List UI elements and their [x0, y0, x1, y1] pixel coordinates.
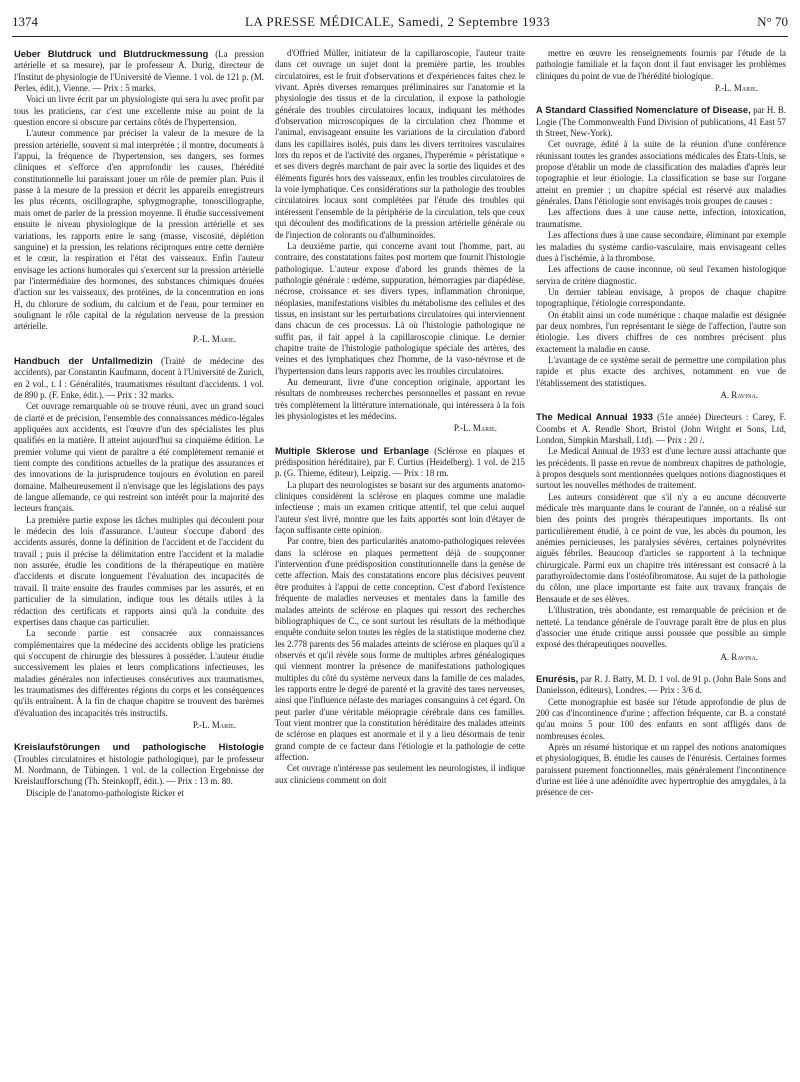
review-paragraph: Cet ouvrage n'intéresse pas seulement les neurologistes, il indique aux cliniciens comment on doit — [275, 763, 525, 785]
book-review — [14, 48, 264, 345]
review-signature: A. Ravina. — [720, 651, 758, 662]
review-paragraph: La première partie expose les tâches multiples qui découlent pour le médecin des lois d'assurance. L'auteur s'occupe d'abord des accidents assurés, donne la définition de l'accident et de l'accident du travail ; puis il précise la délimitation entre l'accident et la maladie non assurée, étudie les conditions de la thérapeutique en matière d'accidents et discute longuement l'évaluation des incapacités de travail. Il traite ensuite des fraudes commises par les assurés, et en particulier de la simulation, indique tous les détails utiles à la rédaction des certificats et rapports ainsi qu'à la conduite des expertises dans chaque cas particulier. — [14, 514, 264, 627]
review-paragraph: Disciple de l'anatomo-pathologiste Ricker et — [26, 787, 184, 798]
review-heading — [536, 104, 786, 139]
column-2 — [275, 48, 525, 1074]
book-review — [275, 48, 525, 435]
review-paragraph: Les affections dues à une cause nette, infection, intoxication, traumatisme. — [536, 207, 786, 229]
review-title: Kreislaufstörungen und pathologische Histologie — [14, 741, 264, 753]
review-paragraph: Après un résumé historique et un rappel des notions anatomiques et physiologiques, B. étudie les causes de l'énurésis. Certaines formes paraissent purement fonctionnelles, mais généralement l'incontinence d'urine est liée à une adénoïdite avec hypertrophie des amygdales, à la présence de cer- — [536, 741, 786, 798]
review-paragraph: On établit ainsi un code numérique : chaque maladie est désignée par deux nombres, l'un représentant le siège de l'affection, l'autre son étiologie. Les divers chiffres de ces nombres précisent plus exactement la maladie en cause. — [536, 309, 786, 354]
column-3 — [536, 48, 786, 1074]
review-heading — [275, 445, 525, 480]
review-bibliographic-info: par R. J. Batty, M. D. 1 vol. de 91 p. (John Bale Sons and Danielsson, éditeurs), Londres. — Prix : 3/6 d. — [536, 673, 786, 696]
review-paragraph: Les affections de cause inconnue, où seul l'examen histologique servira de critère diagnostic. — [536, 264, 786, 286]
review-paragraph: Les affections dues à une cause secondaire, éliminant par exemple les maladies du système cardio-vasculaire, mais envisageant celles dues à l'ischémie, à la thrombose. — [536, 230, 786, 263]
review-paragraph: L'auteur commence par préciser la valeur de la mesure de la pression artérielle, souvent si mal interprétée ; il montre, documents à l'appui, la fréquence de l'hypertension, ses dangers, ses formes cliniques et s'efforce d'en approfondir les causes, l'hérédité constitutionnelle lui paraissant jouer un rôle de premier plan. Puis il passe à la mesure de la pression et décrit les appareils enregistreurs les plus récents, oscillographe, sphygmographe, tonoscillographe, mais omet de parler de la pression moyenne. Il étudie successivement ensuite le niveau physiologique de la pression artérielle et ses variations, les rapports entre le sang (masse, viscosité, déplétion sanguine) et la pression, les relations réciproques entre cette dernière et le cœur, la respiration et l'état des vaisseaux. Enfin l'auteur envisage les actions humorales qui s'exercent sur la pression artérielle par l'intermédiaire des hormones, des substances chimiques douées d'action sur les vaisseaux, des protéines, de la concentration en ions H, du chlorure de sodium, du calcium et de l'eau, pour terminer en soulignant le rôle capital de la régulation nerveuse de la pression artérielle. — [14, 128, 264, 332]
review-title: Enurésis, — [536, 672, 579, 684]
review-heading — [14, 355, 264, 401]
book-review — [536, 104, 786, 401]
review-bibliographic-info: (Traité de médecine des accidents), par Constantin Kaufmann, docent à l'Université de Zurich, en 2 vol., t. I : Généralités, traumatismes résultant d'accidents. 1 vol. de 890 p. (F. Enke, édit.). — Prix : 32 marks. — [14, 355, 264, 400]
review-paragraph: Cette monographie est basée sur l'étude approfondie de plus de 200 cas d'incontinence d'urine ; affection fréquente, car B. a constaté qu'au moins 5 pour 100 des enfants en sont affligés dans de nombreuses écoles. — [536, 696, 786, 741]
column-1 — [14, 48, 264, 1074]
book-review — [14, 355, 264, 731]
review-bibliographic-info: (Troubles circulatoires et histologie pathologique), par le professeur M. Nordmann, de Tübingen. 1 vol. de la collection Ergebnisse der Kreislaufforschung (Th. Steinkopff, édit.). — Prix : 13 m. 80. — [14, 753, 264, 787]
review-bibliographic-info: (51e année) Directeurs : Carey, F. Coombs et A. Rendle Short, Bristol (John Wright et Sons, Ltd, London, Simpkin Marshall, Ltd). — Prix : 20 /. — [536, 412, 786, 445]
review-paragraph: L'avantage de ce système serait de permettre une compilation plus rapide et plus exacte des archives, notamment en vue de l'établissement des statistiques. — [536, 354, 786, 388]
review-paragraph: L'illustration, très abondante, est remarquable de précision et de netteté. La tendance générale de l'ouvrage paraît être de plus en plus d'associer une étude critique aussi poussée que possible au simple exposé des thérapeutiques nouvelles. — [536, 605, 786, 650]
review-bibliographic-info: (Sclérose en plaques et prédisposition héréditaire), par F. Curtius (Heidelberg). 1 vol. de 215 p. (G. Thieme, éditeur), Leipzig. — Prix : 18 rm. — [275, 445, 525, 479]
review-paragraph: mettre en œuvre les renseignements fournis par l'étude de la pathologie familiale et la façon dont il faut envisager les problèmes cliniques du point de vue de l'hérédité biologique. — [536, 48, 786, 81]
issue-number: N° 70 — [757, 14, 788, 29]
review-heading — [536, 411, 786, 446]
review-paragraph: Cet ouvrage, édité à la suite de la réunion d'une conférence réunissant toutes les grandes associations médicales des États-Unis, se propose d'établir un mode de classification des maladies d'après leur topographie et leur étiologie. La classification se base sur l'organe atteint en premier ; un chapitre spécial est réservé aux maladies générales. Dans l'étiologie sont envisagés trois groupes de causes : — [536, 139, 786, 207]
review-paragraph: Cet ouvrage remarquable où se trouve réuni, avec un grand souci de clarté et de précision, l'ensemble des connaissances médico-légales appliquées aux accidents, est l'œuvre d'un des spécialistes les plus qualifiés en la matière. Il atteint aujourd'hui sa cinquième édition. Le premier volume qui vient de paraître a été complètement remanié et tient compte des conditions actuelles de la pratique des assurances et des innovations de la jurisprudence toujours en évolution en pareil domaine. Malheureusement il n'envisage que les législations des pays de langue allemande, ce qui restreint son intérêt pour la majorité des lecteurs français. — [14, 401, 264, 514]
review-title: Ueber Blutdruck und Blutdruckmessung — [14, 48, 209, 59]
review-paragraph: La seconde partie est consacrée aux connaissances complémentaires que la médecine des accidents oblige les praticiens qui s'occupent de chirurgie des blessures à posséder. L'auteur étudie successivement les plaies et leurs complications infectieuses, les maladies générales non infectieuses consécutives aux traumatismes, les traumatismes des différentes régions du corps et les conséquences qu'ils entraînent. À la fin de chaque chapitre se trouvent des barèmes d'évaluation des incapacités très instructifs. — [14, 628, 264, 718]
article-columns — [14, 48, 786, 1074]
book-review — [536, 411, 786, 663]
review-heading — [536, 673, 786, 697]
review-paragraph: d'Offried Müller, initiateur de la capillaroscopie, l'auteur traite dans cet ouvrage un sujet dont la première partie, les troubles circulatoires, est le fruit d'observations et d'expériences faites chez le vivant. Après diverses remarques préliminaires sur l'anatomie et la physiologie des tissus et de la circulation, il expose la pathologie générale des troubles circulatoires locaux, indiquant les méthodes d'observation microscopiques de la circulation chez l'homme et l'animal, envisageant ensuite les variations de la circulation d'abord dans les capillaires isolés, puis dans les divers territoires vasculaires lors du repos et de l'activité des organes, l'hyperémie « péristatique » et ses divers degrés marchant de pair avec la sortie des liquides et des éléments figurés hors des vaisseaux, enfin les troubles circulatoires de la voie lymphatique. Ces considérations sur la pathologie des troubles circulatoires locaux sont complétées par l'étude des troubles qui intéressent l'ensemble de la périphérie de la circulation, tels que ceux qui découlent des modifications de la pression artérielle générale ou de l'injection de colorants ou d'albuminoïdes. — [275, 48, 525, 240]
review-signature: P.-L. Marie. — [192, 719, 236, 730]
review-heading — [14, 48, 264, 94]
review-paragraph: Par contre, bien des particularités anatomo-pathologiques relevées dans la sclérose en plaques permettent déjà de soupçonner l'intervention d'une prédisposition constitutionnelle dans la genèse de cette affection. Mais des constatations encore plus décisives peuvent être produites à l'appui de cette conception. C'est d'abord l'existence fréquente de maladies nerveuses et mentales dans la famille des malades atteints de sclérose en plaques qui ressort des recherches bibliographiques de C., ce sont surtout les résultats de la méthodique enquête conduite selon toutes les règles de la statistique moderne chez les 2.778 parents des 56 malades atteints de sclérose en plaques qu'il a observés et qu'il révèle sous forme de multiples arbres généalogiques qui viennent montrer la présence de manifestations pathologiques multiples du côté du système nerveux dans la famille de ces malades, les rapports entre le degré de parenté et la gravité des tares nerveuses, ainsi que l'influence néfaste des mariages consanguins à cet égard. On peut parler d'une véritable méiopragie cérébrale dans ces familles. Tout vient montrer que la constitution héréditaire des malades atteints de sclérose en plaques est anormale et il y a lieu désormais de tenir grand compte de ce facteur dans l'étiologie et la pathologie de cette affection. — [275, 536, 525, 762]
review-paragraph: Voici un livre écrit par un physiologiste qui sera lu avec profit par tous les praticiens, car c'est une excellente mise au point de la question encore si obscure par certains côtés de l'hypertension. — [14, 94, 264, 128]
review-signature: P.-L. Marie. — [453, 423, 497, 434]
review-signature: P.-L. Marie. — [714, 83, 758, 94]
book-review — [275, 445, 525, 786]
review-bibliographic-info: (La pression artérielle et sa mesure), par le professeur A. Durig, directeur de l'Institut de physiologie de l'Université de Vienne. 1 vol. de 121 p. (M. Perles, édit.), Vienne. — Prix : 5 marks. — [14, 49, 264, 94]
review-paragraph: La plupart des neurologistes se basant sur des arguments anatomo-cliniques considèrent la sclérose en plaques comme une maladie infectieuse ; mais un examen critique attentif, tel que celui auquel l'auteur s'est livré, montre que les faits apportés sont loin d'étayer de façon suffisante cette opinion. — [275, 479, 525, 536]
review-signature: P.-L. Marie. — [192, 333, 236, 344]
review-title: Multiple Sklerose und Erbanlage — [275, 444, 429, 456]
book-review — [536, 48, 786, 94]
review-title: A Standard Classified Nomenclature of Disease, — [536, 104, 751, 116]
review-paragraph: Les auteurs considèrent que s'il n'y a eu aucune découverte médicale très marquante dans le courant de l'année, on a réalisé sur bien des points des progrès thérapeutiques importants. Ils ont particulièrement étudié, à ce point de vue, les abcès du poumon, les anémies pernicieuses, les paralysies sévères, certaines polynévrites aiguës fébriles. Beaucoup d'articles se rapportent à la technique chirurgicale. Parmi eux un chapitre très intéressant est consacré à la parathyroïdectomie dans l'ostéofibromatose. Au sujet de la pathologie du côlon, une place importante est faite aux travaux français de Bensaude et de ses élèves. — [536, 491, 786, 604]
review-paragraph: Au demeurant, livre d'une conception originale, apportant les résultats de nombreuses recherches personnelles et passant en revue très complètement la littérature internationale, qui intéressera à la fois les physiologistes et les médecins. — [275, 376, 525, 421]
page-number: 1374 — [12, 14, 38, 29]
review-title: The Medical Annual 1933 — [536, 411, 653, 423]
page-header — [12, 14, 788, 37]
book-review — [536, 673, 786, 799]
review-paragraph: La deuxième partie, qui concerne avant tout l'homme, part, au contraire, des constatations faites post mortem que fournit l'histologie pathologique. L'auteur expose d'abord les grands thèmes de la pathologie générale : œdème, suppuration, hémorragies par diapédèse, nécrose, croissance et ses divers types, inflammation chronique, néoplasies, manifestations visibles du métabolisme des cellules et des tissus, en insistant sur les perturbations circulatoires qui interviennent dans chacun de ces processus. Là où l'histologie pathologique ne suffit pas, il fait appel à la capillaroscopie clinique. Le dernier chapitre traite de l'histologie pathologique spéciale des artères, des veines et des lymphatiques chez l'homme, de la vaso-névrose et de l'hypertension dans leurs rapports avec les troubles circulatoires. — [275, 240, 525, 376]
book-review — [14, 741, 264, 799]
review-paragraph: Un dernier tableau envisage, à propos de chaque chapitre topographique, l'étiologie correspondante. — [536, 286, 786, 309]
review-bibliographic-info: par H. B. Logie (The Commonwealth Fund Division of publications, 41 East 57 th Street, New-York). — [536, 105, 786, 139]
review-signature: A. Ravina. — [720, 389, 758, 400]
review-title: Handbuch der Unfallmedizin — [14, 354, 153, 366]
journal-title: LA PRESSE MÉDICALE, Samedi, 2 Septembre 1933 — [245, 14, 551, 29]
review-paragraph: Le Medical Annual de 1933 est d'une lecture aussi attachante que les précédents. Il passe en revue de nombreux chapitres de pathologie, à propos desquels sont mentionnées quelques notions diagnostiques et surtout les nouvelles méthodes de traitement. — [536, 446, 786, 491]
review-heading — [14, 741, 264, 787]
